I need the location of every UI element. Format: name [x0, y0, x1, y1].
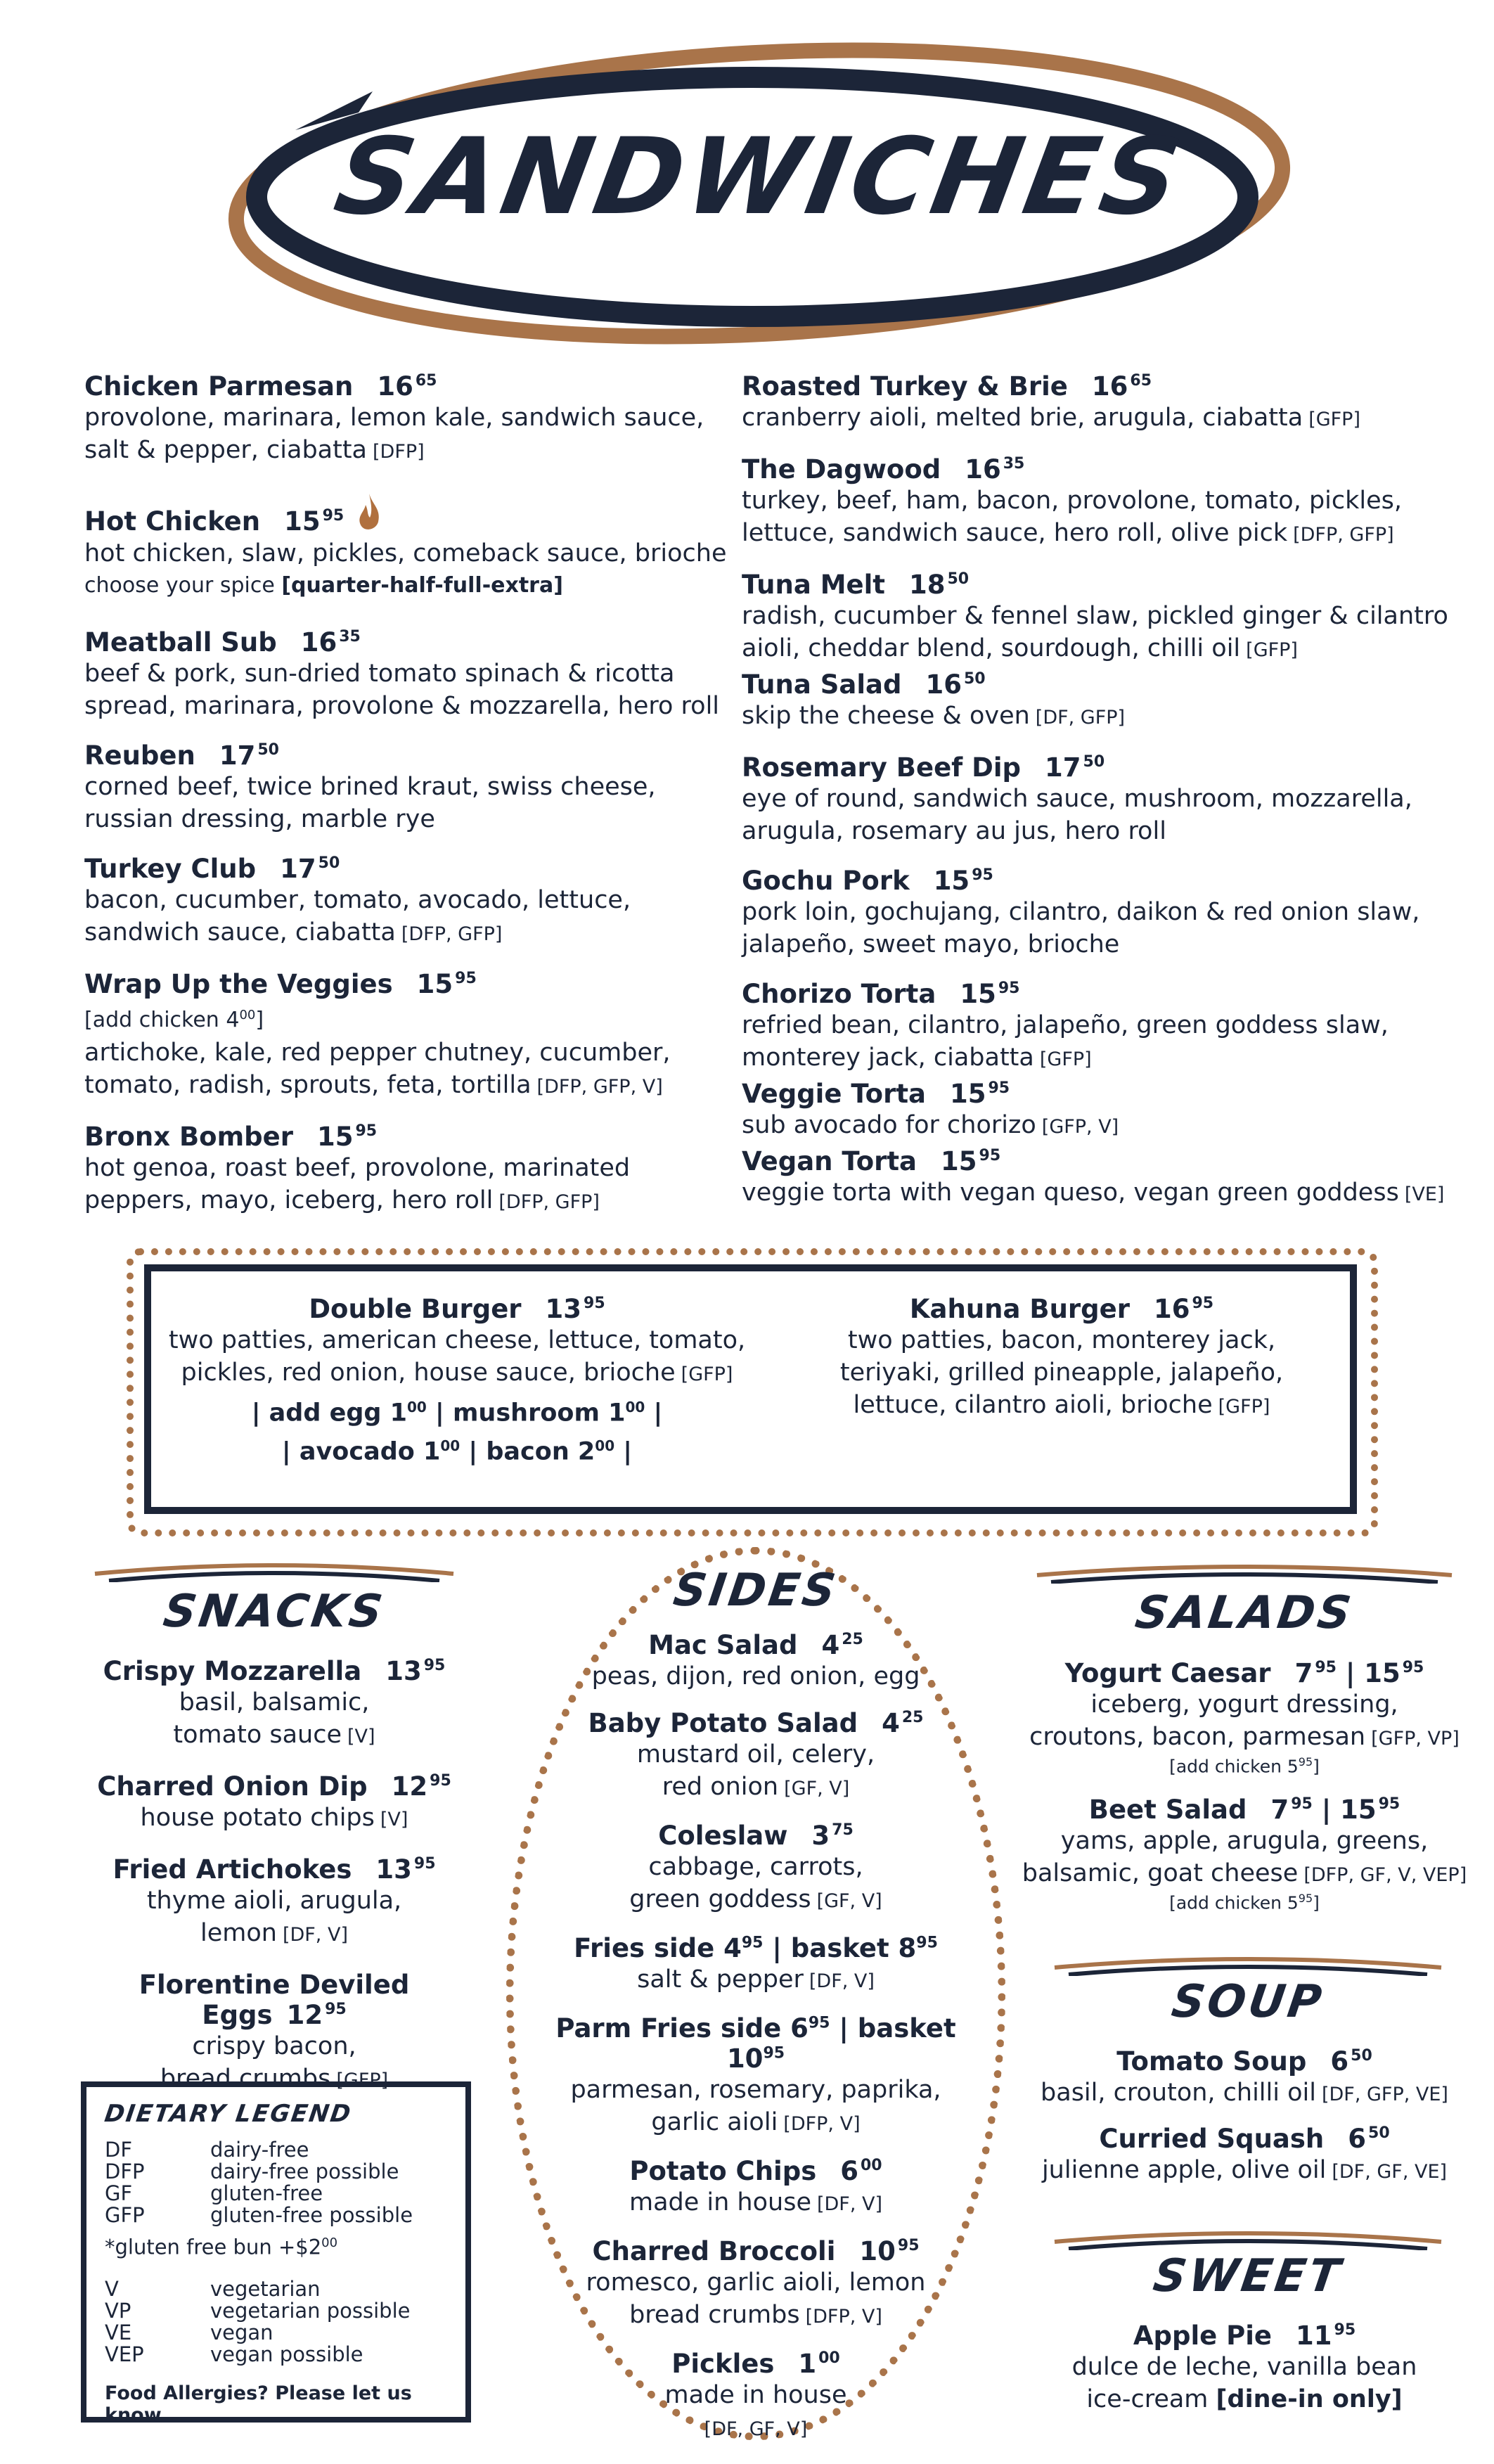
item-name: Roasted Turkey & Brie	[742, 371, 1068, 402]
salads-title: SALADS	[1132, 1587, 1357, 1639]
menu-item	[70, 1771, 478, 1836]
sides-list	[541, 1630, 970, 2464]
menu-item	[742, 454, 1452, 551]
dietary-tag: [DF, GF, V]	[704, 2418, 808, 2440]
item-description: corned beef, twice brined kraut, swiss cheese, russian dressing, marble rye	[84, 773, 656, 833]
item-name: Hot Chicken	[84, 506, 261, 537]
item-name: Double Burger	[309, 1294, 522, 1324]
item-price: 13 $^{95}$	[545, 1294, 605, 1324]
page-title: SANDWICHES	[326, 116, 1193, 238]
dietary-tag: [GFP, V]	[1041, 1116, 1119, 1138]
item-name: Wrap Up the Veggies	[84, 969, 393, 999]
item-description: basil, balsamic,	[179, 1688, 370, 1717]
item-name: Tomato Soup	[1116, 2046, 1307, 2077]
item-description: hot genoa, roast beef, provolone, marinated peppers, mayo, iceberg, hero roll	[84, 1154, 631, 1214]
menu-item	[541, 1630, 970, 1693]
salads-list	[1012, 1658, 1476, 1932]
item-price: 16 $^{65}$	[1091, 371, 1152, 402]
item-name: Kahuna Burger	[909, 1294, 1130, 1324]
item-description: parmesan, rosemary, paprika,	[570, 2076, 941, 2104]
flame-icon	[357, 492, 381, 537]
item-price: 15 $^{95}$	[949, 1079, 1010, 1109]
item-description: salt & pepper	[637, 1965, 804, 1994]
menu-item	[1012, 2124, 1476, 2188]
menu-item	[1012, 2046, 1476, 2111]
soup-list	[1012, 2046, 1476, 2207]
menu-item	[742, 570, 1452, 667]
menu-item	[84, 492, 731, 602]
item-description: iceberg, yogurt dressing,	[1090, 1690, 1398, 1719]
menu-item	[541, 1933, 970, 1998]
item-price: 4 $^{25}$	[821, 1630, 863, 1660]
menu-item	[84, 1122, 731, 1219]
snacks-list	[70, 1656, 478, 2115]
item-name: Gochu Pork	[742, 866, 910, 896]
snacks-title: SNACKS	[160, 1586, 389, 1638]
item-name: Tuna Melt	[742, 570, 885, 600]
item-name: Mac Salad	[648, 1630, 798, 1660]
item-price: 12 $^{95}$	[391, 1771, 451, 1802]
item-name: Reuben	[84, 740, 195, 771]
menu-item: Apple Pie 11 $^{95}$ dulce de leche, vanilla bean ice-cream [dine-in only]	[1012, 2321, 1476, 2415]
dietary-tag: [DF, V]	[282, 1924, 348, 1946]
dietary-tag: [GFP]	[1308, 409, 1360, 430]
legend-key: VEP	[105, 2342, 144, 2366]
item-description: yams, apple, arugula, greens,	[1060, 1827, 1429, 1856]
item-price: 7 $^{95}$ | 15 $^{95}$	[1294, 1658, 1424, 1688]
item-price: 15 $^{95}$	[416, 969, 477, 999]
item-note: [add chicken $5^{95}$]	[1169, 1755, 1320, 1777]
spice-prompt: choose your spice	[84, 573, 275, 598]
menu-item	[84, 854, 731, 951]
item-description: house potato chips	[140, 1804, 375, 1832]
menu-item: Charred Broccoli 10 $^{95}$ romesco, garlic aioli, lemon bread crumbs [DFP, V]	[541, 2236, 970, 2333]
item-name: Charred Onion Dip	[97, 1771, 368, 1802]
dietary-tag: [DF, V]	[809, 1970, 875, 1992]
item-price: 12 $^{95}$	[286, 2000, 347, 2030]
item-price: 16 $^{50}$	[925, 669, 986, 700]
item-description: refried bean, cilantro, jalapeño, green goddess slaw, monterey jack, ciabatta	[742, 1011, 1389, 1072]
menu-item: Coleslaw 3 $^{75}$ cabbage, carrots, green goddess [GF, V]	[541, 1821, 970, 1918]
item-price: 17 $^{50}$	[219, 740, 279, 771]
item-price: 15 $^{95}$	[316, 1122, 378, 1152]
menu-item	[742, 1146, 1452, 1211]
item-description: made in house	[629, 2188, 811, 2216]
item-price: 18 $^{50}$	[909, 570, 970, 600]
dietary-tag: [DF, V]	[816, 2193, 883, 2215]
sweet-list	[1012, 2321, 1476, 2434]
item-name: Crispy Mozzarella	[103, 1656, 362, 1686]
item-description: veggie torta with vegan queso, vegan green goddess	[742, 1179, 1399, 1207]
menu-item	[84, 371, 731, 468]
item-description: radish, cucumber & fennel slaw, pickled ginger & cilantro aioli, cheddar blend, sourdough, chilli oil	[742, 602, 1448, 662]
item-name: Curried Squash	[1099, 2124, 1325, 2154]
item-price: 6 $^{50}$	[1348, 2124, 1390, 2154]
item-price: 10 $^{95}$	[859, 2236, 920, 2266]
item-description: cranberry aioli, melted brie, arugula, ciabatta	[742, 404, 1303, 432]
item-name: Parm Fries side $6^{95}$ | basket $10^{95}$	[555, 2013, 956, 2074]
burger-item-kahuna	[809, 1294, 1315, 1423]
menu-item	[742, 979, 1452, 1076]
item-name: Vegan Torta	[742, 1146, 917, 1176]
item-name: The Dagwood	[742, 454, 941, 485]
item-name: Charred Broccoli	[592, 2236, 836, 2266]
item-name: Fried Artichokes	[112, 1854, 352, 1885]
item-description: mustard oil, celery,	[636, 1740, 875, 1769]
item-name: Pickles	[671, 2349, 775, 2379]
legend-key: VP	[105, 2298, 131, 2323]
legend-value: dairy-free	[210, 2138, 309, 2162]
menu-item: Yogurt Caesar 7 $^{95}$ | 15 $^{95}$ iceberg, yogurt dressing, croutons, bacon, parmesan [GFP, VP] [add chicken $5^{95}$]	[1012, 1658, 1476, 1776]
dine-in-note: [dine-in only]	[1216, 2385, 1403, 2413]
item-description: dulce de leche, vanilla bean	[1071, 2353, 1417, 2381]
dietary-tag: [DF, GFP]	[1035, 707, 1126, 729]
legend-value: vegan possible	[210, 2342, 363, 2366]
item-description: peas, dijon, red onion, egg	[591, 1662, 920, 1690]
item-price: 15 $^{95}$	[960, 979, 1020, 1009]
item-name: Tuna Salad	[742, 669, 902, 700]
item-description: artichoke, kale, red pepper chutney, cucumber, tomato, radish, sprouts, feta, tortilla	[84, 1039, 671, 1099]
bun-note: *gluten free bun $+\$2^{00}$	[105, 2235, 338, 2259]
item-name: Bronx Bomber	[84, 1122, 293, 1152]
menu-item	[84, 969, 731, 1103]
sandwich-column-right	[742, 371, 1452, 1229]
item-note: [add chicken $5^{95}$]	[1169, 1892, 1320, 1913]
sandwich-column-left	[84, 371, 731, 1237]
item-name: Florentine Deviled Eggs	[139, 1970, 410, 2030]
item-price: 13 $^{95}$	[375, 1854, 436, 1885]
item-price: 7 $^{95}$ | 15 $^{95}$	[1270, 1795, 1400, 1825]
item-description: sub avocado for chorizo	[742, 1111, 1036, 1139]
legend-value: vegetarian	[210, 2276, 321, 2301]
item-note: [add chicken $4^{00}$]	[84, 1008, 264, 1032]
dietary-tag: [V]	[380, 1809, 408, 1830]
item-name: Chorizo Torta	[742, 979, 936, 1009]
burger-addons: | add egg $1^{00}$ | mushroom $1^{00}$ | | avocado $1^{00}$ | bacon $2^{00}$ |	[251, 1399, 663, 1466]
item-description: hot chicken, slaw, pickles, comeback sauce, brioche	[84, 539, 727, 567]
item-name: Apple Pie	[1133, 2321, 1273, 2351]
legend-value: vegetarian possible	[210, 2298, 411, 2323]
item-price: 16 $^{35}$	[300, 627, 361, 657]
dietary-tag: [GFP]	[336, 2070, 389, 2091]
item-name: Yogurt Caesar	[1064, 1658, 1271, 1688]
item-description: pork loin, gochujang, cilantro, daikon & red onion slaw, jalapeño, sweet mayo, brioche	[742, 898, 1420, 958]
sweet-title: SWEET	[1150, 2250, 1346, 2302]
dietary-tag: [DF, GFP, VE]	[1321, 2084, 1448, 2105]
item-price: 16 $^{35}$	[965, 454, 1025, 485]
item-description: basil, crouton, chilli oil	[1041, 2079, 1316, 2107]
sweet-header-rule	[1051, 2229, 1445, 2250]
menu-item: Florentine Deviled Eggs 12 $^{95}$ crispy bacon, bread crumbs [GFP]	[70, 1970, 478, 2097]
menu-item	[742, 1079, 1452, 1143]
item-name: Chicken Parmesan	[84, 371, 354, 402]
legend-title: DIETARY LEGEND	[103, 2100, 354, 2128]
item-price: 13 $^{95}$	[385, 1656, 446, 1686]
soup-header-rule	[1051, 1955, 1445, 1976]
dietary-tag: [V]	[347, 1726, 375, 1747]
item-price: 6 $^{00}$	[840, 2156, 882, 2186]
legend-key: DFP	[105, 2160, 145, 2183]
legend-key: V	[105, 2276, 119, 2301]
menu-item	[742, 669, 1452, 734]
item-description: eye of round, sandwich sauce, mushroom, mozzarella, arugula, rosemary au jus, hero roll	[742, 785, 1412, 845]
item-description: beef & pork, sun-dried tomato spinach & ricotta spread, marinara, provolone & mozzarella, hero roll	[84, 660, 720, 720]
dietary-legend-box	[81, 2081, 471, 2426]
item-price: 15 $^{95}$	[284, 506, 344, 537]
item-description: made in house	[664, 2381, 847, 2409]
legend-key: GFP	[105, 2203, 145, 2227]
item-price: 15 $^{95}$	[933, 866, 993, 896]
item-name: Beet Salad	[1088, 1795, 1247, 1825]
item-price: 17 $^{50}$	[280, 854, 340, 884]
dietary-tag: [GF, V]	[784, 1778, 850, 1799]
dietary-tag: [DFP, GF, V, VEP]	[1303, 1864, 1467, 1887]
menu-item	[742, 866, 1452, 961]
legend-value: gluten-free	[210, 2181, 323, 2205]
item-price: 4 $^{25}$	[882, 1708, 924, 1738]
item-price: 17 $^{50}$	[1045, 752, 1105, 783]
legend-value: vegan	[210, 2320, 273, 2344]
menu-item	[742, 752, 1452, 847]
snacks-header-rule	[91, 1561, 457, 1582]
item-name: Coleslaw	[658, 1821, 788, 1851]
item-description: two patties, american cheese, lettuce, tomato, pickles, red onion, house sauce, brioche	[168, 1326, 746, 1387]
item-price: 11 $^{95}$	[1296, 2321, 1356, 2351]
item-description: provolone, marinara, lemon kale, sandwich sauce, salt & pepper, ciabatta	[84, 404, 704, 464]
dietary-tag: [DFP]	[373, 441, 425, 463]
item-price: 6 $^{50}$	[1330, 2046, 1372, 2077]
item-price: 1 $^{00}$	[798, 2349, 840, 2379]
dietary-tag: [GFP]	[1218, 1396, 1270, 1418]
item-name: Fries side $4^{95}$ | basket $8^{95}$	[574, 1933, 938, 1963]
menu-item: Beet Salad 7 $^{95}$ | 15 $^{95}$ yams, apple, arugula, greens, balsamic, goat cheese [DFP, GF, V, VEP] [add chicken $5^{95}$]	[1012, 1795, 1476, 1913]
menu-item: Parm Fries side $6^{95}$ | basket $10^{95}$ parmesan, rosemary, paprika, garlic aioli [DFP, V]	[541, 2013, 970, 2141]
item-description: skip the cheese & oven	[742, 702, 1030, 730]
legend-value: gluten-free possible	[210, 2203, 413, 2227]
dietary-tag: [DFP, GFP]	[401, 923, 503, 945]
item-price: 16 $^{65}$	[377, 371, 437, 402]
legend-key: DF	[105, 2138, 133, 2162]
burger-item-double	[158, 1294, 756, 1468]
item-price: 15 $^{95}$	[941, 1146, 1001, 1176]
sides-title: SIDES	[670, 1565, 842, 1617]
legend-key: VE	[105, 2320, 132, 2344]
dietary-tag: [GFP]	[1039, 1048, 1092, 1070]
item-name: Potato Chips	[629, 2156, 817, 2186]
salads-header-rule	[1033, 1563, 1455, 1584]
item-description: crispy bacon,	[192, 2032, 356, 2060]
item-description: turkey, beef, ham, bacon, provolone, tomato, pickles, lettuce, sandwich sauce, hero roll, olive pick	[742, 487, 1403, 547]
menu-item	[541, 2349, 970, 2446]
item-name: Turkey Club	[84, 854, 257, 884]
menu-item	[84, 740, 731, 835]
dietary-tag: [DFP, V]	[805, 2306, 882, 2328]
legend-value: dairy-free possible	[210, 2160, 399, 2183]
menu-item: Crispy Mozzarella 13 $^{95}$ basil, balsamic, tomato sauce [V]	[70, 1656, 478, 1753]
dietary-tag: [GFP]	[681, 1363, 733, 1385]
item-name: Baby Potato Salad	[588, 1708, 858, 1738]
soup-title: SOUP	[1168, 1976, 1327, 2028]
item-description: cabbage, carrots,	[648, 1853, 863, 1881]
item-description: bacon, cucumber, tomato, avocado, lettuce, sandwich sauce, ciabatta	[84, 886, 631, 947]
item-name: Veggie Torta	[742, 1079, 926, 1109]
dietary-tag: [GF, V]	[816, 1890, 882, 1912]
menu-item	[84, 627, 731, 722]
menu-item: Baby Potato Salad 4 $^{25}$ mustard oil, celery, red onion [GF, V]	[541, 1708, 970, 1805]
dietary-tag: [DF, GF, VE]	[1332, 2161, 1448, 2183]
menu-item	[742, 371, 1452, 436]
dietary-tag: [DFP, GFP]	[1293, 524, 1394, 546]
dietary-tag: [GFP]	[1246, 639, 1298, 661]
item-description: julienne apple, olive oil	[1041, 2156, 1327, 2184]
allergy-note: Food Allergies? Please let us know	[105, 2382, 412, 2426]
menu-item: Fried Artichokes 13 $^{95}$ thyme aioli, arugula, lemon [DF, V]	[70, 1854, 478, 1951]
menu-item	[541, 2156, 970, 2221]
spice-options: [quarter-half-full-extra]	[281, 573, 563, 598]
dietary-tag: [GFP, VP]	[1371, 1728, 1460, 1750]
item-name: Rosemary Beef Dip	[742, 752, 1022, 783]
dietary-tag: [VE]	[1404, 1183, 1445, 1205]
dietary-tag: [DFP, GFP]	[498, 1191, 600, 1213]
item-description: thyme aioli, arugula,	[146, 1887, 402, 1915]
item-price: 3 $^{75}$	[811, 1821, 854, 1851]
item-name: Meatball Sub	[84, 627, 277, 657]
item-price: 16 $^{95}$	[1154, 1294, 1214, 1324]
dietary-tag: [DFP, GFP, V]	[536, 1076, 663, 1098]
dietary-tag: [DFP, V]	[783, 2113, 861, 2135]
item-description: two patties, bacon, monterey jack, teriyaki, grilled pineapple, jalapeño, lettuce, cilantro aioli, brioche	[839, 1326, 1284, 1419]
legend-key: GF	[105, 2181, 133, 2205]
item-description: romesco, garlic aioli, lemon	[586, 2269, 926, 2297]
